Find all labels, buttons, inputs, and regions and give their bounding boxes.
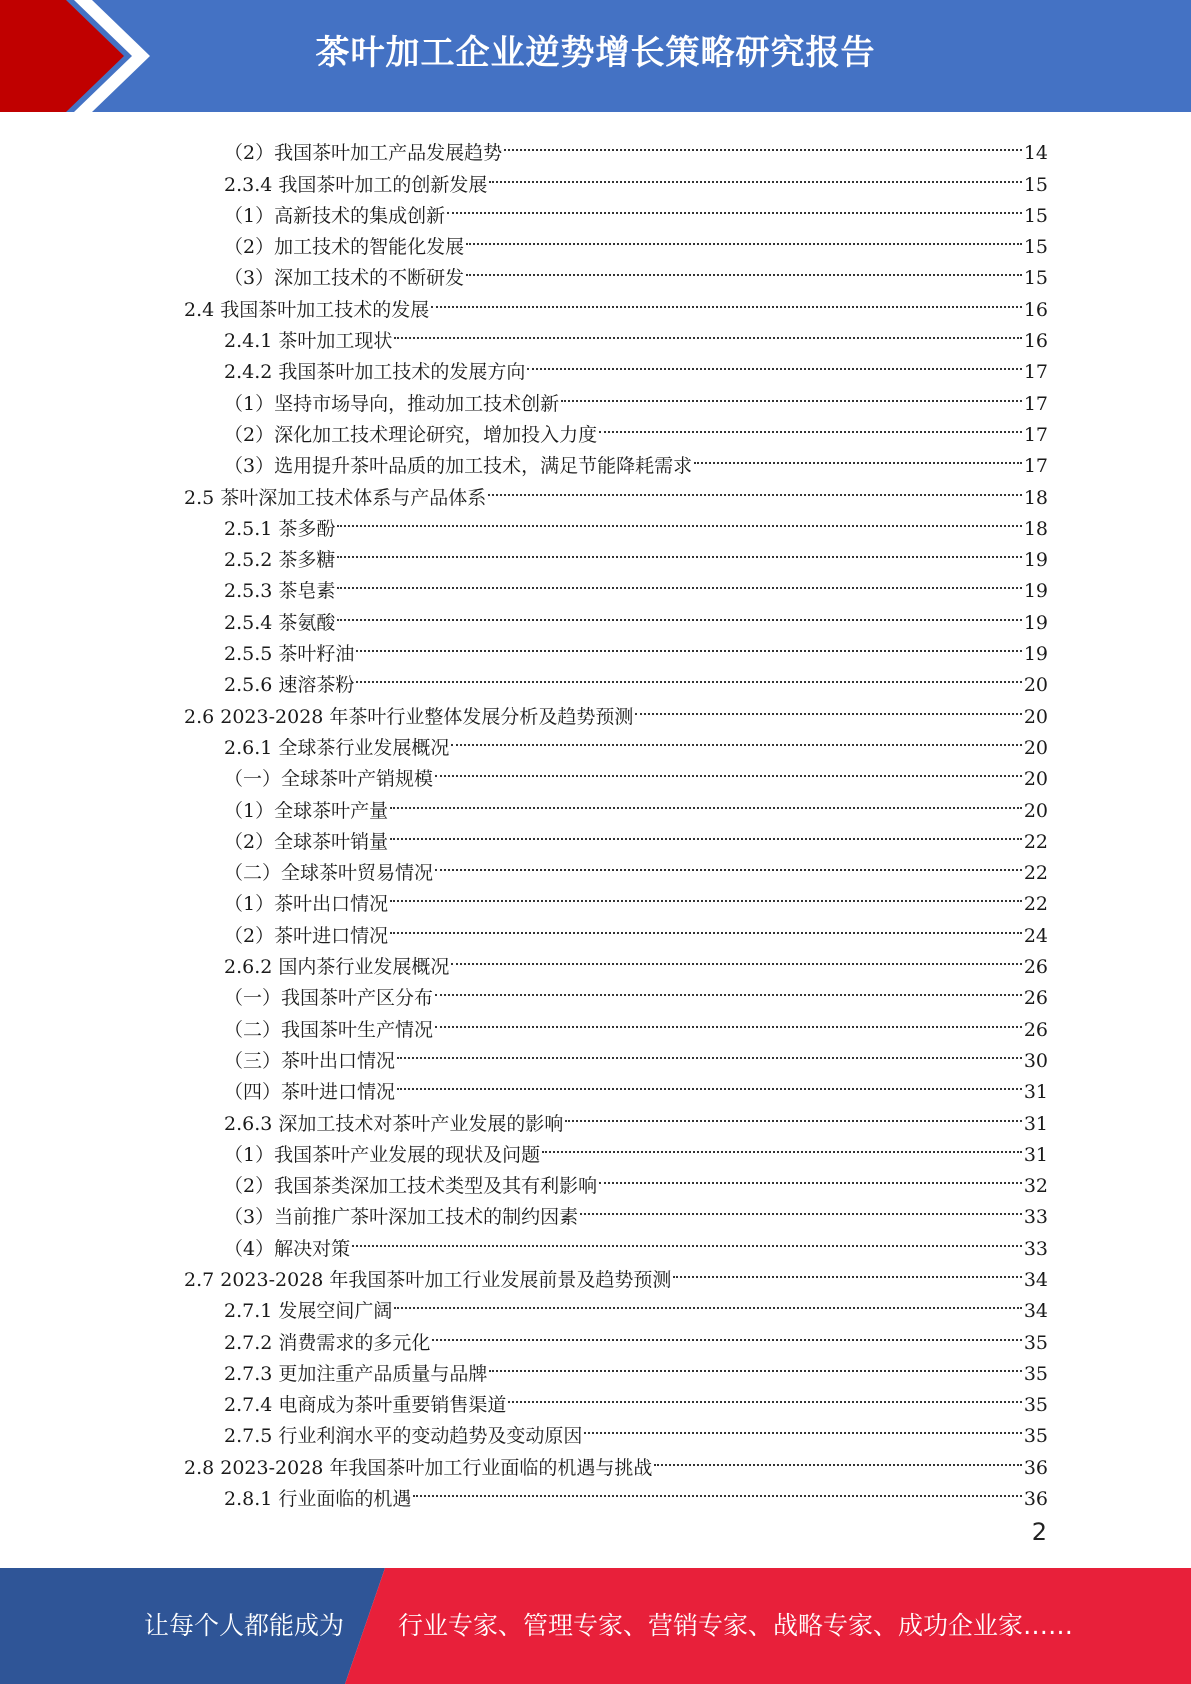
toc-entry-page: 35 [1023, 1331, 1048, 1354]
toc-dot-leader [561, 378, 1022, 409]
toc-dot-leader [542, 1130, 1022, 1161]
toc-entry-page: 15 [1023, 267, 1048, 290]
toc-dot-leader [599, 410, 1022, 441]
footer-slogan-right: 行业专家、管理专家、营销专家、战略专家、成功企业家…… [398, 1611, 1074, 1640]
page-number: 2 [1031, 1518, 1047, 1546]
toc-entry-label: 2.8.1 行业面临的机遇 [224, 1488, 412, 1511]
toc-dot-leader [580, 1192, 1022, 1223]
toc-entry-label: （1）茶叶出口情况 [224, 893, 389, 916]
toc-entry-page: 20 [1023, 799, 1048, 822]
toc-entry-label: 2.5.1 茶多酚 [224, 517, 336, 540]
toc-entry-label: 2.6 2023-2028 年茶叶行业整体发展分析及趋势预测 [184, 705, 634, 728]
toc-dot-leader [435, 973, 1022, 1004]
toc-entry-page: 19 [1023, 549, 1048, 572]
toc-entry-page: 20 [1023, 705, 1048, 728]
report-title: 茶叶加工企业逆势增长策略研究报告 [315, 33, 876, 73]
toc-dot-leader [466, 253, 1022, 284]
toc-dot-leader [451, 942, 1021, 973]
toc-entry-page: 33 [1023, 1237, 1048, 1260]
toc-dot-leader [694, 441, 1022, 472]
page-footer [0, 1568, 1191, 1684]
toc-entry-label: 2.7.4 电商成为茶叶重要销售渠道 [224, 1394, 507, 1417]
toc-entry-label: 2.4 我国茶叶加工技术的发展 [184, 298, 430, 321]
toc-entry-page: 22 [1023, 830, 1048, 853]
toc-dot-leader [394, 1286, 1021, 1317]
toc-entry-label: （2）深化加工技术理论研究，增加投入力度 [224, 423, 598, 446]
toc-entry-label: 2.7.5 行业利润水平的变动趋势及变动原因 [224, 1425, 583, 1448]
toc-dot-leader [352, 1223, 1022, 1254]
toc-entry-page: 15 [1023, 173, 1048, 196]
toc-entry-page: 36 [1023, 1488, 1048, 1511]
toc-dot-leader [435, 1004, 1022, 1035]
toc-entry-page: 20 [1023, 736, 1048, 759]
toc-entry-label: （2）加工技术的智能化发展 [224, 236, 465, 259]
toc-dot-leader [466, 222, 1022, 253]
toc-dot-leader [337, 535, 1021, 566]
toc-entry-label: （一）全球茶叶产销规模 [224, 768, 434, 791]
footer-slogan-left: 让每个人都能成为 [144, 1611, 345, 1640]
toc-entry-label: （三）茶叶出口情况 [224, 1049, 396, 1072]
toc-dot-leader [527, 347, 1021, 378]
toc-entry-page: 14 [1023, 142, 1048, 165]
toc-dot-leader [565, 1098, 1021, 1129]
toc-entry-label: （1）我国茶叶产业发展的现状及问题 [224, 1143, 541, 1166]
toc-entry-label: （二）我国茶叶生产情况 [224, 1018, 434, 1041]
toc-entry-label: 2.7.3 更加注重产品质量与品牌 [224, 1362, 488, 1385]
toc-entry-label: （3）选用提升茶叶品质的加工技术，满足节能降耗需求 [224, 455, 693, 478]
toc-entry-label: 2.7 2023-2028 年我国茶叶加工行业发展前景及趋势预测 [184, 1268, 672, 1291]
toc-entry-label: 2.5.5 茶叶籽油 [224, 643, 355, 666]
toc-dot-leader [432, 1317, 1021, 1348]
toc-entry-label: （四）茶叶进口情况 [224, 1081, 396, 1104]
toc-dot-leader [394, 316, 1021, 347]
toc-entry-label: 2.7.1 发展空间广阔 [224, 1300, 393, 1323]
toc-entry-page: 16 [1023, 330, 1048, 353]
toc-entry-page: 33 [1023, 1206, 1048, 1229]
toc-entry-label: 2.4.2 我国茶叶加工技术的发展方向 [224, 361, 526, 384]
toc-entry-page: 31 [1023, 1143, 1048, 1166]
toc-dot-leader [673, 1255, 1021, 1286]
toc-entry-label: 2.3.4 我国茶叶加工的创新发展 [224, 173, 488, 196]
toc-entry-label: 2.6.1 全球茶行业发展概况 [224, 736, 450, 759]
toc-dot-leader [584, 1411, 1021, 1442]
toc-dot-leader [599, 1161, 1022, 1192]
toc-dot-leader [508, 1380, 1021, 1411]
toc-entry-page: 34 [1023, 1300, 1048, 1323]
toc-dot-leader [390, 910, 1022, 941]
toc-dot-leader [337, 566, 1021, 597]
toc-entry-page: 32 [1023, 1175, 1048, 1198]
toc-dot-leader [635, 691, 1021, 722]
toc-entry-page: 17 [1023, 392, 1048, 415]
toc-entry-label: （3）深加工技术的不断研发 [224, 267, 465, 290]
toc-dot-leader [337, 597, 1021, 628]
toc-entry-page: 17 [1023, 423, 1048, 446]
toc-dot-leader [504, 128, 1022, 159]
toc-entry-page: 34 [1023, 1268, 1048, 1291]
toc-entry-page: 19 [1023, 643, 1048, 666]
toc-entry-label: 2.5.2 茶多糖 [224, 549, 336, 572]
toc-entry-page: 31 [1023, 1112, 1048, 1135]
toc-entry-page: 30 [1023, 1049, 1048, 1072]
toc-entry-label: （2）我国茶类深加工技术类型及其有利影响 [224, 1175, 598, 1198]
toc-entry-page: 36 [1023, 1456, 1048, 1479]
header-arrow-decoration [0, 0, 160, 112]
toc-dot-leader [356, 629, 1021, 660]
toc-entry-page: 22 [1023, 893, 1048, 916]
toc-entry-page: 35 [1023, 1394, 1048, 1417]
table-of-contents [184, 128, 1048, 1511]
toc-entry-label: 2.4.1 茶叶加工现状 [224, 330, 393, 353]
toc-entry-page: 20 [1023, 674, 1048, 697]
toc-dot-leader [435, 848, 1022, 879]
toc-entry[interactable] [184, 128, 1048, 165]
toc-dot-leader [489, 159, 1021, 190]
toc-entry-page: 18 [1023, 486, 1048, 509]
toc-dot-leader [489, 1349, 1021, 1380]
toc-dot-leader [390, 785, 1022, 816]
toc-entry-label: （一）我国茶叶产区分布 [224, 987, 434, 1010]
toc-entry-label: （1）坚持市场导向，推动加工技术创新 [224, 392, 560, 415]
toc-entry-page: 26 [1023, 1018, 1048, 1041]
toc-entry-page: 18 [1023, 517, 1048, 540]
toc-entry-page: 17 [1023, 455, 1048, 478]
toc-dot-leader [390, 817, 1022, 848]
toc-entry-page: 26 [1023, 956, 1048, 979]
toc-dot-leader [397, 1036, 1022, 1067]
toc-entry-page: 19 [1023, 580, 1048, 603]
toc-dot-leader [654, 1442, 1021, 1473]
toc-dot-leader [451, 723, 1021, 754]
toc-dot-leader [431, 284, 1022, 315]
toc-dot-leader [397, 1067, 1022, 1098]
toc-entry-label: 2.6.2 国内茶行业发展概况 [224, 956, 450, 979]
toc-entry-label: （3）当前推广茶叶深加工技术的制约因素 [224, 1206, 579, 1229]
toc-entry-page: 35 [1023, 1425, 1048, 1448]
toc-entry-label: （4）解决对策 [224, 1237, 351, 1260]
toc-dot-leader [356, 660, 1021, 691]
toc-entry-label: 2.6.3 深加工技术对茶叶产业发展的影响 [224, 1112, 564, 1135]
toc-entry-page: 22 [1023, 862, 1048, 885]
toc-entry-label: 2.5.3 茶皂素 [224, 580, 336, 603]
toc-entry-page: 31 [1023, 1081, 1048, 1104]
toc-entry-page: 20 [1023, 768, 1048, 791]
toc-entry-label: 2.7.2 消费需求的多元化 [224, 1331, 431, 1354]
toc-entry-page: 15 [1023, 236, 1048, 259]
toc-entry-page: 24 [1023, 924, 1048, 947]
toc-dot-leader [413, 1474, 1021, 1505]
toc-entry-label: （1）全球茶叶产量 [224, 799, 389, 822]
toc-entry-label: 2.5 茶叶深加工技术体系与产品体系 [184, 486, 487, 509]
toc-dot-leader [435, 754, 1022, 785]
toc-entry-label: （1）高新技术的集成创新 [224, 204, 446, 227]
toc-entry-page: 16 [1023, 298, 1048, 321]
toc-dot-leader [390, 879, 1022, 910]
toc-entry-label: （2）我国茶叶加工产品发展趋势 [224, 142, 503, 165]
toc-entry-label: 2.8 2023-2028 年我国茶叶加工行业面临的机遇与挑战 [184, 1456, 653, 1479]
toc-entry-label: （2）茶叶进口情况 [224, 924, 389, 947]
toc-dot-leader [488, 472, 1022, 503]
toc-dot-leader [447, 191, 1022, 222]
toc-entry-label: 2.5.6 速溶茶粉 [224, 674, 355, 697]
toc-entry-label: 2.5.4 茶氨酸 [224, 611, 336, 634]
toc-entry-page: 17 [1023, 361, 1048, 384]
toc-entry-label: （2）全球茶叶销量 [224, 830, 389, 853]
page-header [0, 0, 1191, 112]
toc-entry-page: 26 [1023, 987, 1048, 1010]
toc-entry-page: 15 [1023, 204, 1048, 227]
toc-entry-page: 19 [1023, 611, 1048, 634]
toc-dot-leader [337, 504, 1021, 535]
toc-entry-page: 35 [1023, 1362, 1048, 1385]
toc-entry-label: （二）全球茶叶贸易情况 [224, 862, 434, 885]
